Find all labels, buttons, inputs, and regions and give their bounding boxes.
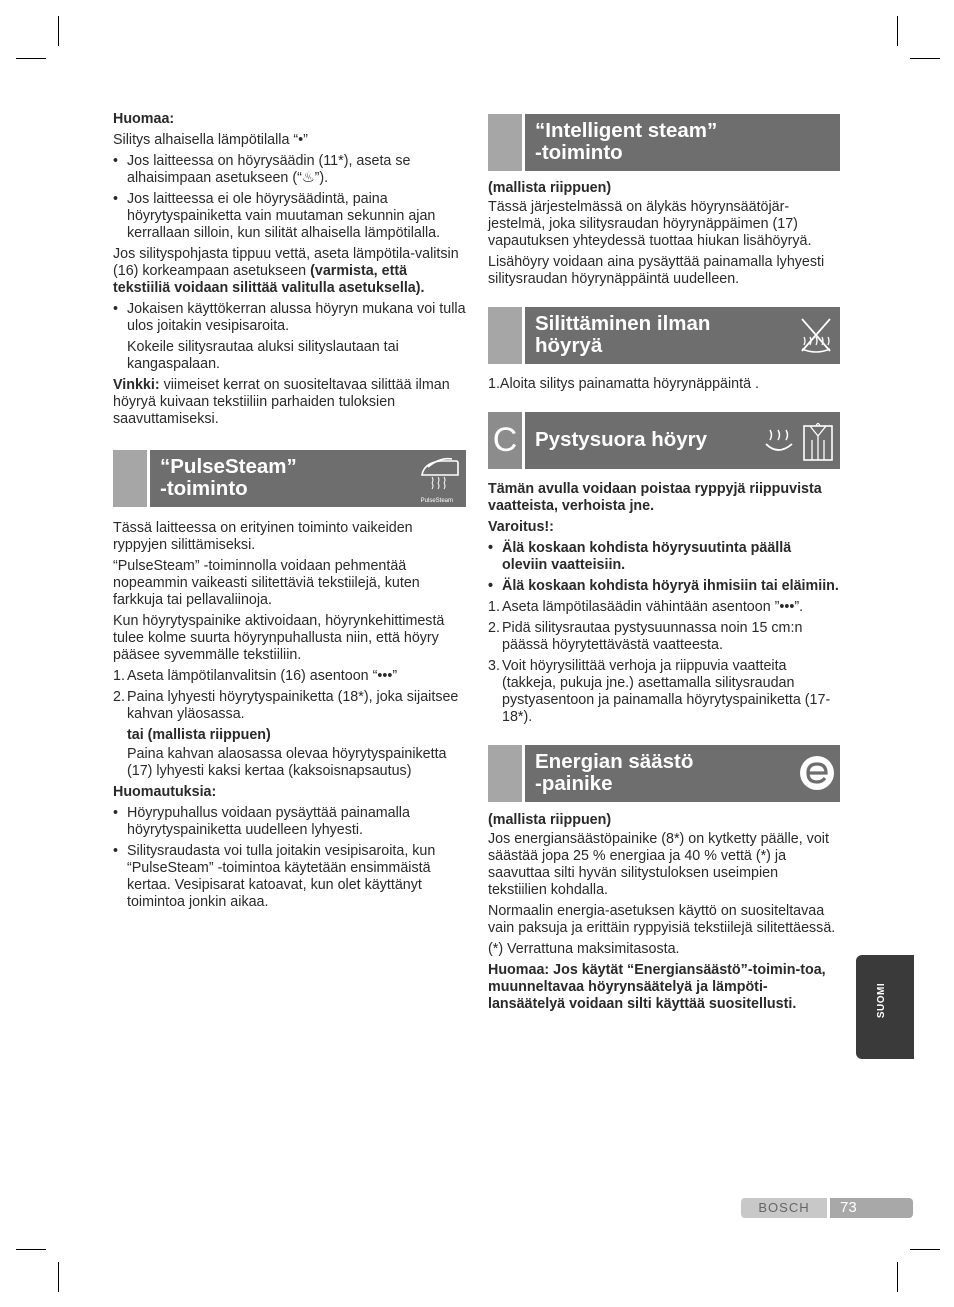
vertical-steam-icon <box>762 420 836 462</box>
warning-heading: Varoitus!: <box>488 519 554 535</box>
pulse-or-text: Paina kahvan alaosassa olevaa höyrytyspainiketta (17) lyhyesti kaksi kertaa (kaksoisnapsautus) <box>127 746 447 779</box>
header-tab <box>113 450 147 507</box>
no-steam-icon <box>798 315 834 355</box>
language-label: SUOMI <box>876 982 888 1019</box>
warning-item: • Älä koskaan kohdista höyrysuutinta päällä oleviin vaatteisiin. <box>488 540 840 574</box>
note-intro: Silitys alhaisella lämpötilalla “•” <box>113 132 308 148</box>
section-title: “PulseSteam” <box>160 455 297 478</box>
crop-mark <box>897 16 898 46</box>
step-item: 2. Paina lyhyesti höyrytyspainiketta (18*), joka sijaitsee kahvan yläosassa. <box>113 689 459 722</box>
step-item: 1. Aseta lämpötilanvalitsin (16) asentoon “•••” <box>113 668 398 684</box>
first-use-sub: Kokeile silitysrautaa aluksi silityslautaan tai kangaspalaan. <box>127 339 399 372</box>
pulsesteam-iron-icon <box>418 453 462 503</box>
step-item: 3. Voit höyrysilittää verhoja ja riippuvia vaatteita (takkeja, pukuja jne.) asettamalla silitysraudan pystyasentoon ja painamalla höyrytyspainiketta (17-18*). <box>488 658 831 725</box>
eco-e-icon <box>798 754 836 792</box>
no-steam-step: 1.Aloita silitys painamatta höyrynäppäintä . <box>488 376 759 392</box>
pulsesteam-header <box>113 450 466 507</box>
header-bar <box>525 745 840 802</box>
section-title: Silittäminen ilman <box>535 312 711 335</box>
section-title: Energian säästö <box>535 750 694 773</box>
intelligent-steam-header <box>488 114 840 171</box>
crop-mark <box>910 1249 940 1250</box>
drip-paragraph: Jos silityspohjasta tippuu vettä, aseta lämpötila-valitsin (16) korkeampaan asetukseen (varmista, että tekstiiliä voidaan silittää valitulla asetuksella). <box>113 246 459 296</box>
warning-item: • Älä koskaan kohdista höyryä ihmisiin tai eläimiin. <box>488 578 840 595</box>
crop-mark <box>16 1249 46 1250</box>
vertical-steam-header <box>488 412 840 469</box>
section-title: -painike <box>535 772 613 795</box>
crop-mark <box>58 16 59 46</box>
tip-paragraph: Vinkki: viimeiset kerrat on suositeltavaa silittää ilman höyryä kuivaan tekstiiliin parhaiden tuloksien saavuttamiseksi. <box>113 377 450 427</box>
no-steam-header <box>488 307 840 364</box>
header-bar <box>525 307 840 364</box>
pulse-paragraph: “PulseSteam” -toiminnolla voidaan pehmentää nopeammin vaikeasti silitettäviä tekstiilejä, kuten farkkuja tai pellavaliinoja. <box>113 558 420 608</box>
vertical-intro: Tämän avulla voidaan poistaa ryppyjä riippuvista vaatteista, verhoista jne. <box>488 481 822 514</box>
pulse-paragraph: Kun höyrytyspainike aktivoidaan, höyrynkehittimestä tulee kolme suurta höyrynpuhallusta niin, että höyry pääsee syvemmälle tekstiiliin. <box>113 613 445 663</box>
list-item: • Silitysraudasta voi tulla joitakin vesipisaroita, kun “PulseSteam” -toimintoa käytetään ensimmäistä kertaa. Vesipisarat katoavat, kun olet käyttänyt toimintoa jonkin aikaa. <box>113 843 466 911</box>
section-title: -toiminto <box>160 477 248 500</box>
model-note: (mallista riippuen) <box>488 180 612 196</box>
crop-mark <box>58 1262 59 1292</box>
right-column <box>488 114 840 1017</box>
note-heading: Huomaa: <box>113 111 175 127</box>
header-tab <box>488 114 522 171</box>
step-item: 1. Aseta lämpötilasäädin vähintään asentoon ”•••”. <box>488 599 804 615</box>
header-tab-letter: C <box>488 412 522 469</box>
language-tab <box>856 955 914 1059</box>
header-tab <box>488 307 522 364</box>
section-title: höyryä <box>535 334 603 357</box>
model-note: (mallista riippuen) <box>488 812 612 828</box>
energy-saving-header <box>488 745 840 802</box>
eco-footnote: (*) Verrattuna maksimitasosta. <box>488 941 680 957</box>
header-bar <box>525 412 840 469</box>
list-item: • Jokaisen käyttökerran alussa höyryn mukana voi tulla ulos joitakin vesipisaroita. <box>113 301 466 335</box>
pulse-or-label: tai (mallista riippuen) <box>127 727 271 743</box>
left-column <box>113 111 466 915</box>
eco-paragraph: Normaalin energia-asetuksen käyttö on suositeltavaa vain paksuja ja erittäin ryppyisiä tekstiilejä silitettäessä. <box>488 903 836 936</box>
section-title: “Intelligent steam” <box>535 119 718 142</box>
list-item: • Jos laitteessa ei ole höyrysäädintä, paina höyrytyspainiketta vain muutaman sekunnin ajan kerrallaan silloin, kun silität alhaisella lämpötilalla. <box>113 191 466 242</box>
page-number: 73 <box>830 1198 913 1218</box>
list-item: • Höyrypuhallus voidaan pysäyttää painamalla höyrytyspainiketta uudelleen lyhyesti. <box>113 805 466 839</box>
pulsesteam-icon-label: PulseSteam <box>420 498 453 504</box>
header-bar <box>525 114 840 171</box>
list-item: • Jos laitteessa on höyrysäädin (11*), aseta se alhaisimpaan asetukseen (“♨”). <box>113 153 466 187</box>
crop-mark <box>910 58 940 59</box>
crop-mark <box>897 1262 898 1292</box>
footer-brand: BOSCH <box>741 1198 827 1218</box>
step-item: 2. Pidä silitysrautaa pystysuunnassa noin 15 cm:n päässä höyrytettävästä vaatteesta. <box>488 620 803 653</box>
header-bar <box>150 450 466 507</box>
section-title: -toiminto <box>535 141 623 164</box>
intel-paragraph: Lisähöyry voidaan aina pysäyttää painamalla lyhyesti silitysraudan höyrynäppäintä uudelleen. <box>488 254 825 287</box>
crop-mark <box>16 58 46 59</box>
header-tab <box>488 745 522 802</box>
remarks-heading: Huomautuksia: <box>113 784 217 800</box>
intel-paragraph: Tässä järjestelmässä on älykäs höyrynsäätöjär-jestelmä, joka silitysraudan höyrynäppäimen (17) vapautuksen yhteydessä tuottaa hiukan lisähöyryä. <box>488 199 812 249</box>
pulse-paragraph: Tässä laitteessa on erityinen toiminto vaikeiden ryppyjen silittämiseksi. <box>113 520 413 553</box>
section-title: Pystysuora höyry <box>535 428 708 451</box>
eco-note: Huomaa: Jos käytät “Energiansäästö”-toimin-toa, muunneltavaa höyrynsäätelyä ja lämpöti-lansäätelyä voidaan silti käyttää suositellusti. <box>488 962 826 1012</box>
eco-paragraph: Jos energiansäästöpainike (8*) on kytketty päälle, voit säästää jopa 25 % energiaa ja 40 % vettä (*) ja saavuttaa silti hyvän silitystuloksen useimpien tekstiilien kohdalla. <box>488 831 829 898</box>
